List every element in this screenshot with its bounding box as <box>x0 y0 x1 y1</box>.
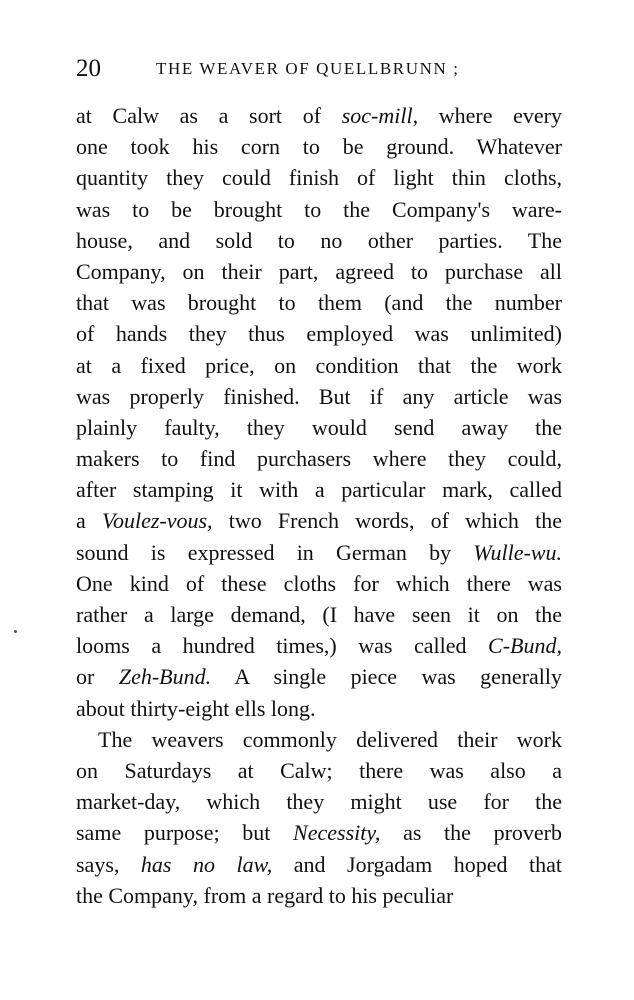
text-segment: Company, on their part, agreed to purchase all <box>76 258 562 284</box>
text-line <box>76 849 562 880</box>
text-segment: A single piece was generally <box>211 664 563 690</box>
italic-text: Voulez-vous, <box>101 508 213 534</box>
text-line <box>76 630 562 661</box>
text-line <box>76 474 562 505</box>
text-segment: house, and sold to no other parties. The <box>76 227 562 253</box>
italic-text: Zeh-Bund. <box>118 664 212 690</box>
text-line <box>76 693 562 724</box>
text-segment: was to be brought to the Company's ware- <box>76 196 562 222</box>
text-line <box>76 412 562 443</box>
italic-text: C-Bund, <box>488 633 562 659</box>
paragraph <box>76 724 562 911</box>
text-segment: quantity they could finish of light thin cloths, <box>76 165 562 191</box>
italic-text: soc-mill, <box>341 103 419 128</box>
text-segment: or <box>76 664 119 690</box>
text-line <box>76 755 562 786</box>
text-segment: makers to find purchasers where they could, <box>76 446 562 472</box>
text-segment: looms a hundred times,) was called <box>76 633 489 659</box>
text-line <box>76 880 562 911</box>
text-segment: says, <box>76 851 141 877</box>
text-segment: that was brought to them (and the number <box>76 290 562 316</box>
text-line <box>76 287 562 318</box>
text-line <box>76 194 562 225</box>
text-line <box>76 568 562 599</box>
text-line <box>76 786 562 817</box>
italic-text: has no law, <box>140 851 273 877</box>
text-segment: plainly faulty, they would send away the <box>76 414 562 440</box>
text-segment: about thirty-eight ells long. <box>76 695 316 721</box>
text-segment: at Calw as a sort of <box>76 103 342 128</box>
text-line <box>76 599 562 630</box>
running-title: THE WEAVER OF QUELLBRUNN ; <box>156 59 460 78</box>
text-segment: sound is expressed in German by <box>76 539 474 565</box>
text-segment: The weavers commonly delivered their work <box>98 726 562 752</box>
text-line <box>76 381 562 412</box>
text-line <box>76 724 562 755</box>
text-segment: two French words, of which the <box>212 508 562 534</box>
text-line <box>76 162 562 193</box>
text-segment: One kind of these cloths for which there was <box>76 570 562 596</box>
italic-text: Wulle-wu. <box>473 539 562 565</box>
text-segment: after stamping it with a particular mark, called <box>76 477 562 503</box>
page-header <box>76 52 562 86</box>
text-line <box>76 505 562 536</box>
text-segment: on Saturdays at Calw; there was also a <box>76 757 562 783</box>
italic-text: Necessity, <box>293 820 381 846</box>
text-segment: the Company, from a regard to his peculiar <box>76 882 454 908</box>
text-segment: of hands they thus employed was unlimited) <box>76 321 562 347</box>
text-line <box>76 131 562 162</box>
text-segment: at a fixed price, on condition that the work <box>76 352 562 378</box>
text-line <box>76 537 562 568</box>
text-segment: same purpose; but <box>76 820 294 846</box>
text-segment: as the proverb <box>380 820 562 846</box>
margin-speck <box>14 630 17 633</box>
text-line <box>76 256 562 287</box>
text-segment: one took his corn to be ground. Whatever <box>76 134 562 160</box>
text-line <box>76 100 562 131</box>
body-text <box>76 100 562 911</box>
text-line <box>76 350 562 381</box>
text-segment: rather a large demand, (I have seen it on the <box>76 602 562 627</box>
text-line <box>76 225 562 256</box>
text-line <box>76 661 562 692</box>
text-line <box>76 443 562 474</box>
text-line <box>76 318 562 349</box>
text-segment: where every <box>418 103 562 128</box>
text-segment: was properly finished. But if any article was <box>76 383 562 409</box>
text-segment: market-day, which they might use for the <box>76 789 562 815</box>
paragraph <box>76 100 562 724</box>
text-segment: and Jorgadam hoped that <box>272 851 563 877</box>
text-segment: a <box>76 508 102 534</box>
page-number: 20 <box>76 55 101 82</box>
text-line <box>76 817 562 848</box>
